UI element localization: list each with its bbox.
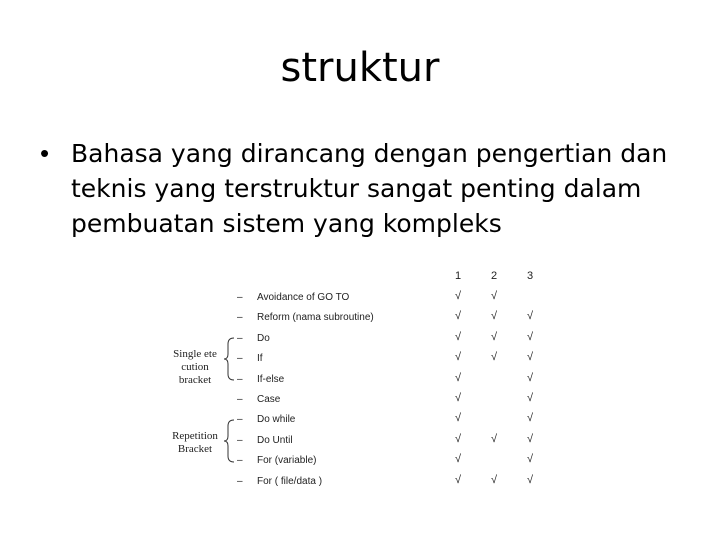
- row-dash: –: [237, 332, 243, 344]
- group-label-single: [164, 348, 226, 387]
- row-label: Do Until: [257, 434, 293, 446]
- row-dash: –: [237, 414, 243, 426]
- check-mark-col-3: √: [527, 432, 534, 445]
- check-mark-col-1: √: [455, 330, 462, 343]
- column-header-3: 3: [527, 270, 534, 282]
- check-mark-col-1: √: [455, 392, 462, 404]
- table-row: [160, 288, 560, 308]
- single-bracket-brace: [222, 336, 236, 382]
- row-label: Do while: [257, 414, 296, 426]
- check-mark-col-3: √: [527, 392, 534, 404]
- column-header-2: 2: [491, 270, 498, 282]
- row-dash: –: [237, 475, 243, 487]
- check-mark-col-3: √: [527, 473, 534, 486]
- row-label: Do: [257, 332, 270, 344]
- row-label: If-else: [257, 373, 285, 385]
- row-label: Avoidance of GO TO: [257, 292, 350, 303]
- group-label-single-line1: Single ete: [173, 348, 217, 360]
- slide-title: struktur: [280, 45, 440, 91]
- row-label: For ( file/data ): [257, 475, 323, 487]
- row-dash: –: [237, 434, 243, 446]
- check-mark-col-2: √: [491, 432, 498, 445]
- check-mark-col-1: √: [455, 290, 462, 302]
- check-mark-col-1: √: [455, 412, 462, 425]
- check-mark-col-2: √: [491, 473, 498, 486]
- row-label: If: [257, 353, 263, 365]
- table-row: [160, 308, 560, 328]
- check-mark-col-3: √: [527, 371, 534, 384]
- check-mark-col-1: √: [455, 371, 462, 384]
- group-label-repetition-line1: Repetition: [172, 430, 218, 442]
- bullet-text: Bahasa yang dirancang dengan pengertian dan teknis yang terstruktur sangat penting dalam pembuatan sistem yang kompleks: [71, 139, 668, 238]
- table-row: [160, 390, 560, 410]
- check-mark-col-1: √: [455, 351, 462, 364]
- bullet-dot: •: [40, 138, 50, 168]
- row-label: Reform (nama subroutine): [257, 312, 374, 324]
- check-mark-col-3: √: [527, 351, 534, 364]
- group-label-repetition-line2: Bracket: [177, 443, 213, 455]
- check-mark-col-2: √: [491, 351, 498, 364]
- row-dash: –: [237, 312, 243, 324]
- check-mark-col-2: √: [491, 330, 498, 343]
- check-mark-col-1: √: [455, 432, 462, 445]
- check-mark-col-3: √: [527, 330, 534, 343]
- check-mark-col-3: √: [527, 310, 534, 323]
- row-label: Case: [257, 394, 281, 405]
- row-dash: –: [237, 353, 243, 365]
- group-label-single-line2: cution bracket: [178, 361, 212, 386]
- row-dash: –: [237, 455, 243, 467]
- column-header-1: 1: [455, 270, 462, 282]
- table-row: [160, 472, 560, 492]
- row-dash: –: [237, 373, 243, 385]
- check-mark-col-1: √: [455, 453, 462, 466]
- repetition-bracket-brace: [222, 418, 236, 464]
- check-mark-col-1: √: [455, 473, 462, 486]
- check-mark-col-2: √: [491, 310, 498, 323]
- row-dash: –: [237, 292, 243, 303]
- check-mark-col-3: √: [527, 453, 534, 466]
- group-label-repetition: [164, 430, 226, 456]
- table-row: [160, 410, 560, 430]
- structure-table-figure: [160, 264, 560, 494]
- row-label: For (variable): [257, 455, 317, 467]
- check-mark-col-1: √: [455, 310, 462, 323]
- table-row: [160, 329, 560, 349]
- check-mark-col-3: √: [527, 412, 534, 425]
- row-dash: –: [237, 394, 243, 405]
- bullet-item: [40, 136, 700, 241]
- check-mark-col-2: √: [491, 290, 498, 302]
